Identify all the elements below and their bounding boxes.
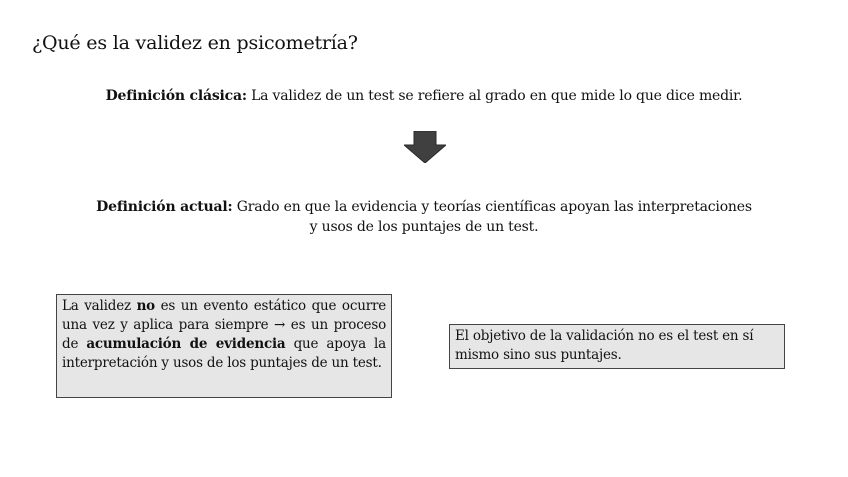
slide-title: ¿Qué es la validez en psicometría? xyxy=(32,32,358,54)
validity-text-1: La validez xyxy=(62,298,137,314)
current-definition-line-2: y usos de los puntajes de un test. xyxy=(309,219,539,235)
validity-bold-evidence: acumulación de evidencia xyxy=(86,336,286,352)
validity-text-3: que apoya la interpretación y usos de los puntajes de un test. xyxy=(62,336,386,371)
current-definition-text-1: Grado en que la evidencia y teorías científicas apoyan las interpretaciones xyxy=(232,199,752,215)
classic-definition-label: Definición clásica: xyxy=(105,88,247,104)
validity-text-2: es un evento estático que ocurre una vez y aplica para siempre → es un proceso de xyxy=(62,298,387,352)
current-definition xyxy=(60,197,788,237)
current-definition-label: Definición actual: xyxy=(96,199,233,215)
validity-bold-no: no xyxy=(136,298,155,314)
classic-definition xyxy=(60,86,788,106)
validity-process-box xyxy=(56,294,392,398)
down-arrow-icon xyxy=(404,131,446,163)
validation-objective-box xyxy=(449,324,785,369)
classic-definition-text: La validez de un test se refiere al grado en que mide lo que dice medir. xyxy=(246,88,743,104)
validation-objective-text: El objetivo de la validación no es el test en sí mismo sino sus puntajes. xyxy=(455,328,754,363)
current-definition-line-1 xyxy=(60,197,788,217)
